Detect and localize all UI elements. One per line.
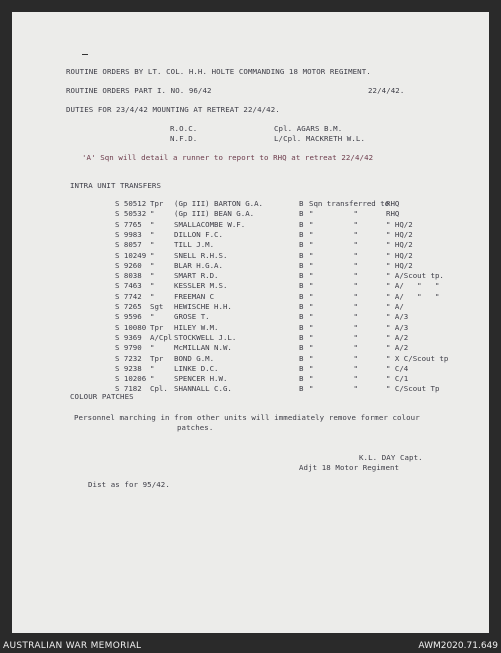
duty-roc: R.O.C. xyxy=(170,124,198,133)
transfer-no: S 50532 xyxy=(115,209,147,219)
transfer-name: STOCKWELL J.L. xyxy=(174,332,237,342)
transfer-name: SHANNALL C.G. xyxy=(174,384,232,394)
duty-nco: N.F.D. xyxy=(170,134,198,143)
transfer-to: " C/Scout Tp xyxy=(386,384,440,394)
transfer-note: " " xyxy=(309,291,358,301)
transfer-note: " " xyxy=(309,209,358,219)
transfer-no: S 9983 xyxy=(115,229,142,239)
transfer-no: S 7765 xyxy=(115,219,142,229)
transfer-to: " HQ/2 xyxy=(386,250,413,260)
transfer-name: HILEY W.M. xyxy=(174,322,219,332)
transfer-rank: " xyxy=(150,240,155,250)
transfer-from: B xyxy=(299,332,304,342)
transfer-to: RHQ xyxy=(386,209,400,219)
transfer-from: B xyxy=(299,271,304,281)
transfer-name: BLAR H.G.A. xyxy=(174,260,223,270)
transfer-rank: " xyxy=(150,281,155,291)
transfer-rank: " xyxy=(150,209,155,219)
distribution-line: Dist as for 95/42. xyxy=(88,480,170,489)
transfer-rank: " xyxy=(150,343,155,353)
transfer-rank: A/Cpl xyxy=(150,332,173,342)
transfer-no: S 7182 xyxy=(115,384,142,394)
transfer-to: " HQ/2 xyxy=(386,229,413,239)
transfer-rank: Tpr xyxy=(150,199,164,208)
transfer-to: " A/ " " xyxy=(386,291,440,301)
transfer-name: KESSLER M.S. xyxy=(174,281,228,291)
transfer-no: S 7463 xyxy=(115,281,142,291)
transfer-no: S 10206 xyxy=(115,374,147,384)
transfer-name: SPENCER H.W. xyxy=(174,374,228,384)
archive-footer xyxy=(0,640,501,653)
transfer-name: DILLON F.C. xyxy=(174,229,223,239)
transfer-no: S 9790 xyxy=(115,343,142,353)
duty-roc-name: Cpl. AGARS B.M. xyxy=(274,124,343,133)
transfer-no: S 7232 xyxy=(115,353,142,363)
part-line: ROUTINE ORDERS PART I. NO. 96/42 xyxy=(66,86,212,95)
order-title: ROUTINE ORDERS BY LT. COL. H.H. HOLTE COMMANDING 18 MOTOR REGIMENT. xyxy=(66,67,371,76)
transfer-to: " A/2 xyxy=(386,343,409,353)
transfer-no: S 8038 xyxy=(115,271,142,281)
transfer-from: B xyxy=(299,240,304,250)
transfer-rank: Tpr xyxy=(150,353,164,363)
transfer-rank: " xyxy=(150,250,155,260)
transfer-from: B xyxy=(299,353,304,363)
transfer-from: B xyxy=(299,281,304,291)
transfer-rank: " xyxy=(150,374,155,384)
transfer-note: " " xyxy=(309,271,358,281)
transfer-note: " " xyxy=(309,229,358,239)
transfer-to: " HQ/2 xyxy=(386,219,413,229)
transfer-rank: Cpl. xyxy=(150,384,168,394)
transfer-to: RHQ xyxy=(386,199,400,208)
transfer-rank: Sgt xyxy=(150,302,164,311)
transfer-from: B xyxy=(299,302,304,311)
transfer-name: FREEMAN C xyxy=(174,291,215,301)
signature-role: Adjt 18 Motor Regiment xyxy=(299,463,400,472)
transfer-to: " X C/Scout tp xyxy=(386,353,449,363)
transfer-name: SMALLACOMBE W.F. xyxy=(174,219,246,229)
transfer-note: " " xyxy=(309,281,358,291)
duties-line: DUTIES FOR 23/4/42 MOUNTING AT RETREAT 22/4/42. xyxy=(66,105,280,114)
transfer-to: " A/3 xyxy=(386,322,409,332)
transfer-to: " HQ/2 xyxy=(386,240,413,250)
transfer-to: " A/ " " xyxy=(386,281,440,291)
transfer-name: LINKE D.C. xyxy=(174,363,219,373)
transfer-name: (Gp III) BARTON G.A. xyxy=(174,199,263,208)
transfer-rank: " xyxy=(150,229,155,239)
transfer-from: B xyxy=(299,363,304,373)
transfer-no: S 9238 xyxy=(115,363,142,373)
transfer-no: S 7265 xyxy=(115,302,142,311)
transfer-from: B xyxy=(299,250,304,260)
colour-line-1: Personnel marching in from other units will immediately remove former colour xyxy=(74,413,420,422)
transfer-note: " " xyxy=(309,363,358,373)
transfer-note: Sqn transferred to xyxy=(309,199,390,208)
transfer-note: " " xyxy=(309,219,358,229)
transfer-note: " " xyxy=(309,384,358,394)
order-date: 22/4/42. xyxy=(368,86,405,95)
transfer-from: B xyxy=(299,374,304,384)
colour-heading: COLOUR PATCHES xyxy=(70,392,134,401)
transfer-note: " " xyxy=(309,322,358,332)
transfer-rank: " xyxy=(150,312,155,322)
transfer-from: B xyxy=(299,209,304,219)
archive-reference: AWM2020.71.649 xyxy=(418,641,498,651)
transfer-from: B xyxy=(299,384,304,394)
transfer-name: SMART R.D. xyxy=(174,271,219,281)
transfer-to: " A/Scout tp. xyxy=(386,271,444,281)
transfer-from: B xyxy=(299,199,304,208)
transfer-name: HEWISCHE H.H. xyxy=(174,302,232,311)
transfer-name: (Gp III) BEAN G.A. xyxy=(174,209,255,219)
transfer-from: B xyxy=(299,312,304,322)
transfer-to: " A/2 xyxy=(386,332,409,342)
transfer-no: S 9596 xyxy=(115,312,142,322)
transfer-note: " " xyxy=(309,260,358,270)
duty-nco-name: L/Cpl. MACKRETH W.L. xyxy=(274,134,365,143)
transfer-to: " A/3 xyxy=(386,312,409,322)
archive-name: AUSTRALIAN WAR MEMORIAL xyxy=(3,641,142,651)
transfer-note: " " xyxy=(309,302,358,311)
transfer-rank: " xyxy=(150,219,155,229)
transfer-rank: Tpr xyxy=(150,322,164,332)
transfer-note: " " xyxy=(309,240,358,250)
transfer-rank: " xyxy=(150,291,155,301)
runner-note: 'A' Sqn will detail a runner to report to RHQ at retreat 22/4/42 xyxy=(82,153,374,162)
punch-mark xyxy=(82,54,88,55)
transfer-note: " " xyxy=(309,312,358,322)
transfers-heading: INTRA UNIT TRANSFERS xyxy=(70,181,161,190)
transfer-from: B xyxy=(299,229,304,239)
transfer-rank: " xyxy=(150,260,155,270)
transfer-to: " C/4 xyxy=(386,363,409,373)
transfer-from: B xyxy=(299,260,304,270)
transfer-name: BOND G.M. xyxy=(174,353,215,363)
transfer-no: S 7742 xyxy=(115,291,142,301)
transfer-no: S 8057 xyxy=(115,240,142,250)
transfer-no: S 10080 xyxy=(115,322,147,332)
transfer-note: " " xyxy=(309,250,358,260)
transfer-note: " " xyxy=(309,374,358,384)
transfer-no: S 10249 xyxy=(115,250,147,260)
transfer-note: " " xyxy=(309,353,358,363)
transfer-to: " HQ/2 xyxy=(386,260,413,270)
transfer-note: " " xyxy=(309,332,358,342)
transfer-from: B xyxy=(299,322,304,332)
colour-line-2: patches. xyxy=(177,423,214,432)
signature-name: K.L. DAY Capt. xyxy=(359,453,423,462)
document-page xyxy=(12,12,489,633)
transfer-name: McMILLAN N.W. xyxy=(174,343,232,353)
transfer-from: B xyxy=(299,219,304,229)
transfer-rank: " xyxy=(150,363,155,373)
transfer-to: " C/1 xyxy=(386,374,409,384)
transfer-no: S 9260 xyxy=(115,260,142,270)
transfer-note: " " xyxy=(309,343,358,353)
transfer-name: TILL J.M. xyxy=(174,240,215,250)
transfer-from: B xyxy=(299,343,304,353)
transfer-to: " A/ xyxy=(386,302,404,311)
transfer-from: B xyxy=(299,291,304,301)
transfer-rank: " xyxy=(150,271,155,281)
transfer-name: SNELL R.H.S. xyxy=(174,250,228,260)
transfer-no: S 9369 xyxy=(115,332,142,342)
transfer-name: GROSE T. xyxy=(174,312,210,322)
transfer-no: S 50512 xyxy=(115,199,147,208)
